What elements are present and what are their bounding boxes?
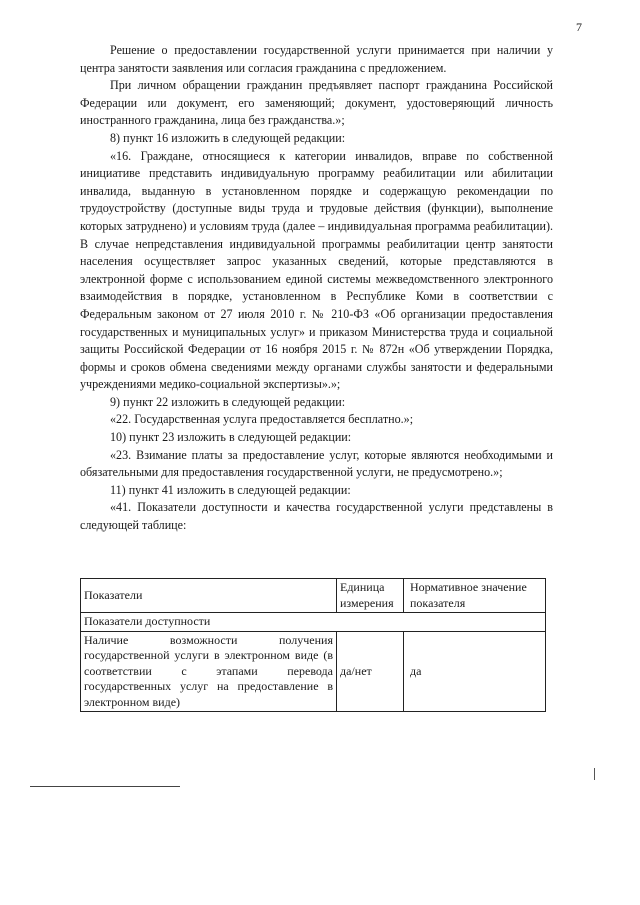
section-title: Показатели доступности	[81, 613, 546, 632]
paragraph: «22. Государственная услуга предоставляется бесплатно.»;	[110, 412, 414, 427]
paragraph: 11) пункт 41 изложить в следующей редакции:	[110, 482, 351, 497]
paragraph: 10) пункт 23 изложить в следующей редакции:	[110, 430, 352, 445]
paragraph: «16. Граждане, относящиеся к категории инвалидов, вправе по собственной инициативе представить индивидуальную программу реабилитации или абилитации инвалида, выданную в установленном порядке и содержащую рекомендации по трудоустройству (доступные виды труда и трудовые действия (функции), выполнение которых затруднено) и условиям труда (далее – индивидуальная программа реабилитации). В случае непредставления индивидуальной программы реабилитации центр занятости населения осуществляет запрос указанных сведений, которые представляются в электронной форме с использованием единой системы межведомственного электронного взаимодействия в порядке, установленном в Республике Коми в соответствии с Федеральным законом от 27 июля 2010 г. № 210-ФЗ «Об организации предоставления государственных и муниципальных услуг» и приказом Министерства труда и социальной защиты Российской Федерации от 16 ноября 2015 г. № 872н «Об утверждении Порядка, формы и сроков обмена сведениями между органами службы занятости и федеральными учреждениями медико-социальной экспертизы».»;	[80, 148, 553, 392]
header-normative-value: Нормативное значение показателя	[404, 579, 546, 613]
header-unit: Единица измерения	[337, 579, 404, 613]
table-section-row	[81, 613, 546, 632]
indicators-table	[80, 578, 546, 712]
paragraph: 9) пункт 22 изложить в следующей редакции:	[110, 394, 346, 409]
paragraph: «23. Взимание платы за предоставление услуг, которые являются необходимыми и обязательными для предоставления государственной услуги, не предусмотрено.»;	[80, 447, 553, 480]
paragraph: 8) пункт 16 изложить в следующей редакции:	[110, 130, 346, 145]
margin-mark	[594, 768, 595, 780]
cell-value: да	[404, 631, 546, 712]
footer-rule	[30, 786, 180, 787]
table-row	[81, 631, 546, 712]
paragraph: Решение о предоставлении государственной услуги принимается при наличии у центра занятости заявления или согласия гражданина с предложением.	[80, 43, 553, 75]
paragraph: «41. Показатели доступности и качества государственной услуги представлены в следующей таблице:	[80, 500, 553, 533]
cell-unit: да/нет	[337, 631, 404, 712]
header-indicators: Показатели	[81, 579, 337, 613]
document-body	[80, 42, 553, 535]
cell-indicator: Наличие возможности получения государственной услуги в электронном виде (в соответствии с этапами перевода государственных услуг на предоставление в электронном виде)	[81, 631, 337, 712]
page-number: 7	[576, 20, 582, 34]
paragraph: При личном обращении гражданин предъявляет паспорт гражданина Российской Федерации или документ, его заменяющий; документ, удостоверяющий личность иностранного гражданина, лица без гражданства.»;	[80, 78, 553, 128]
table-header-row	[81, 579, 546, 613]
